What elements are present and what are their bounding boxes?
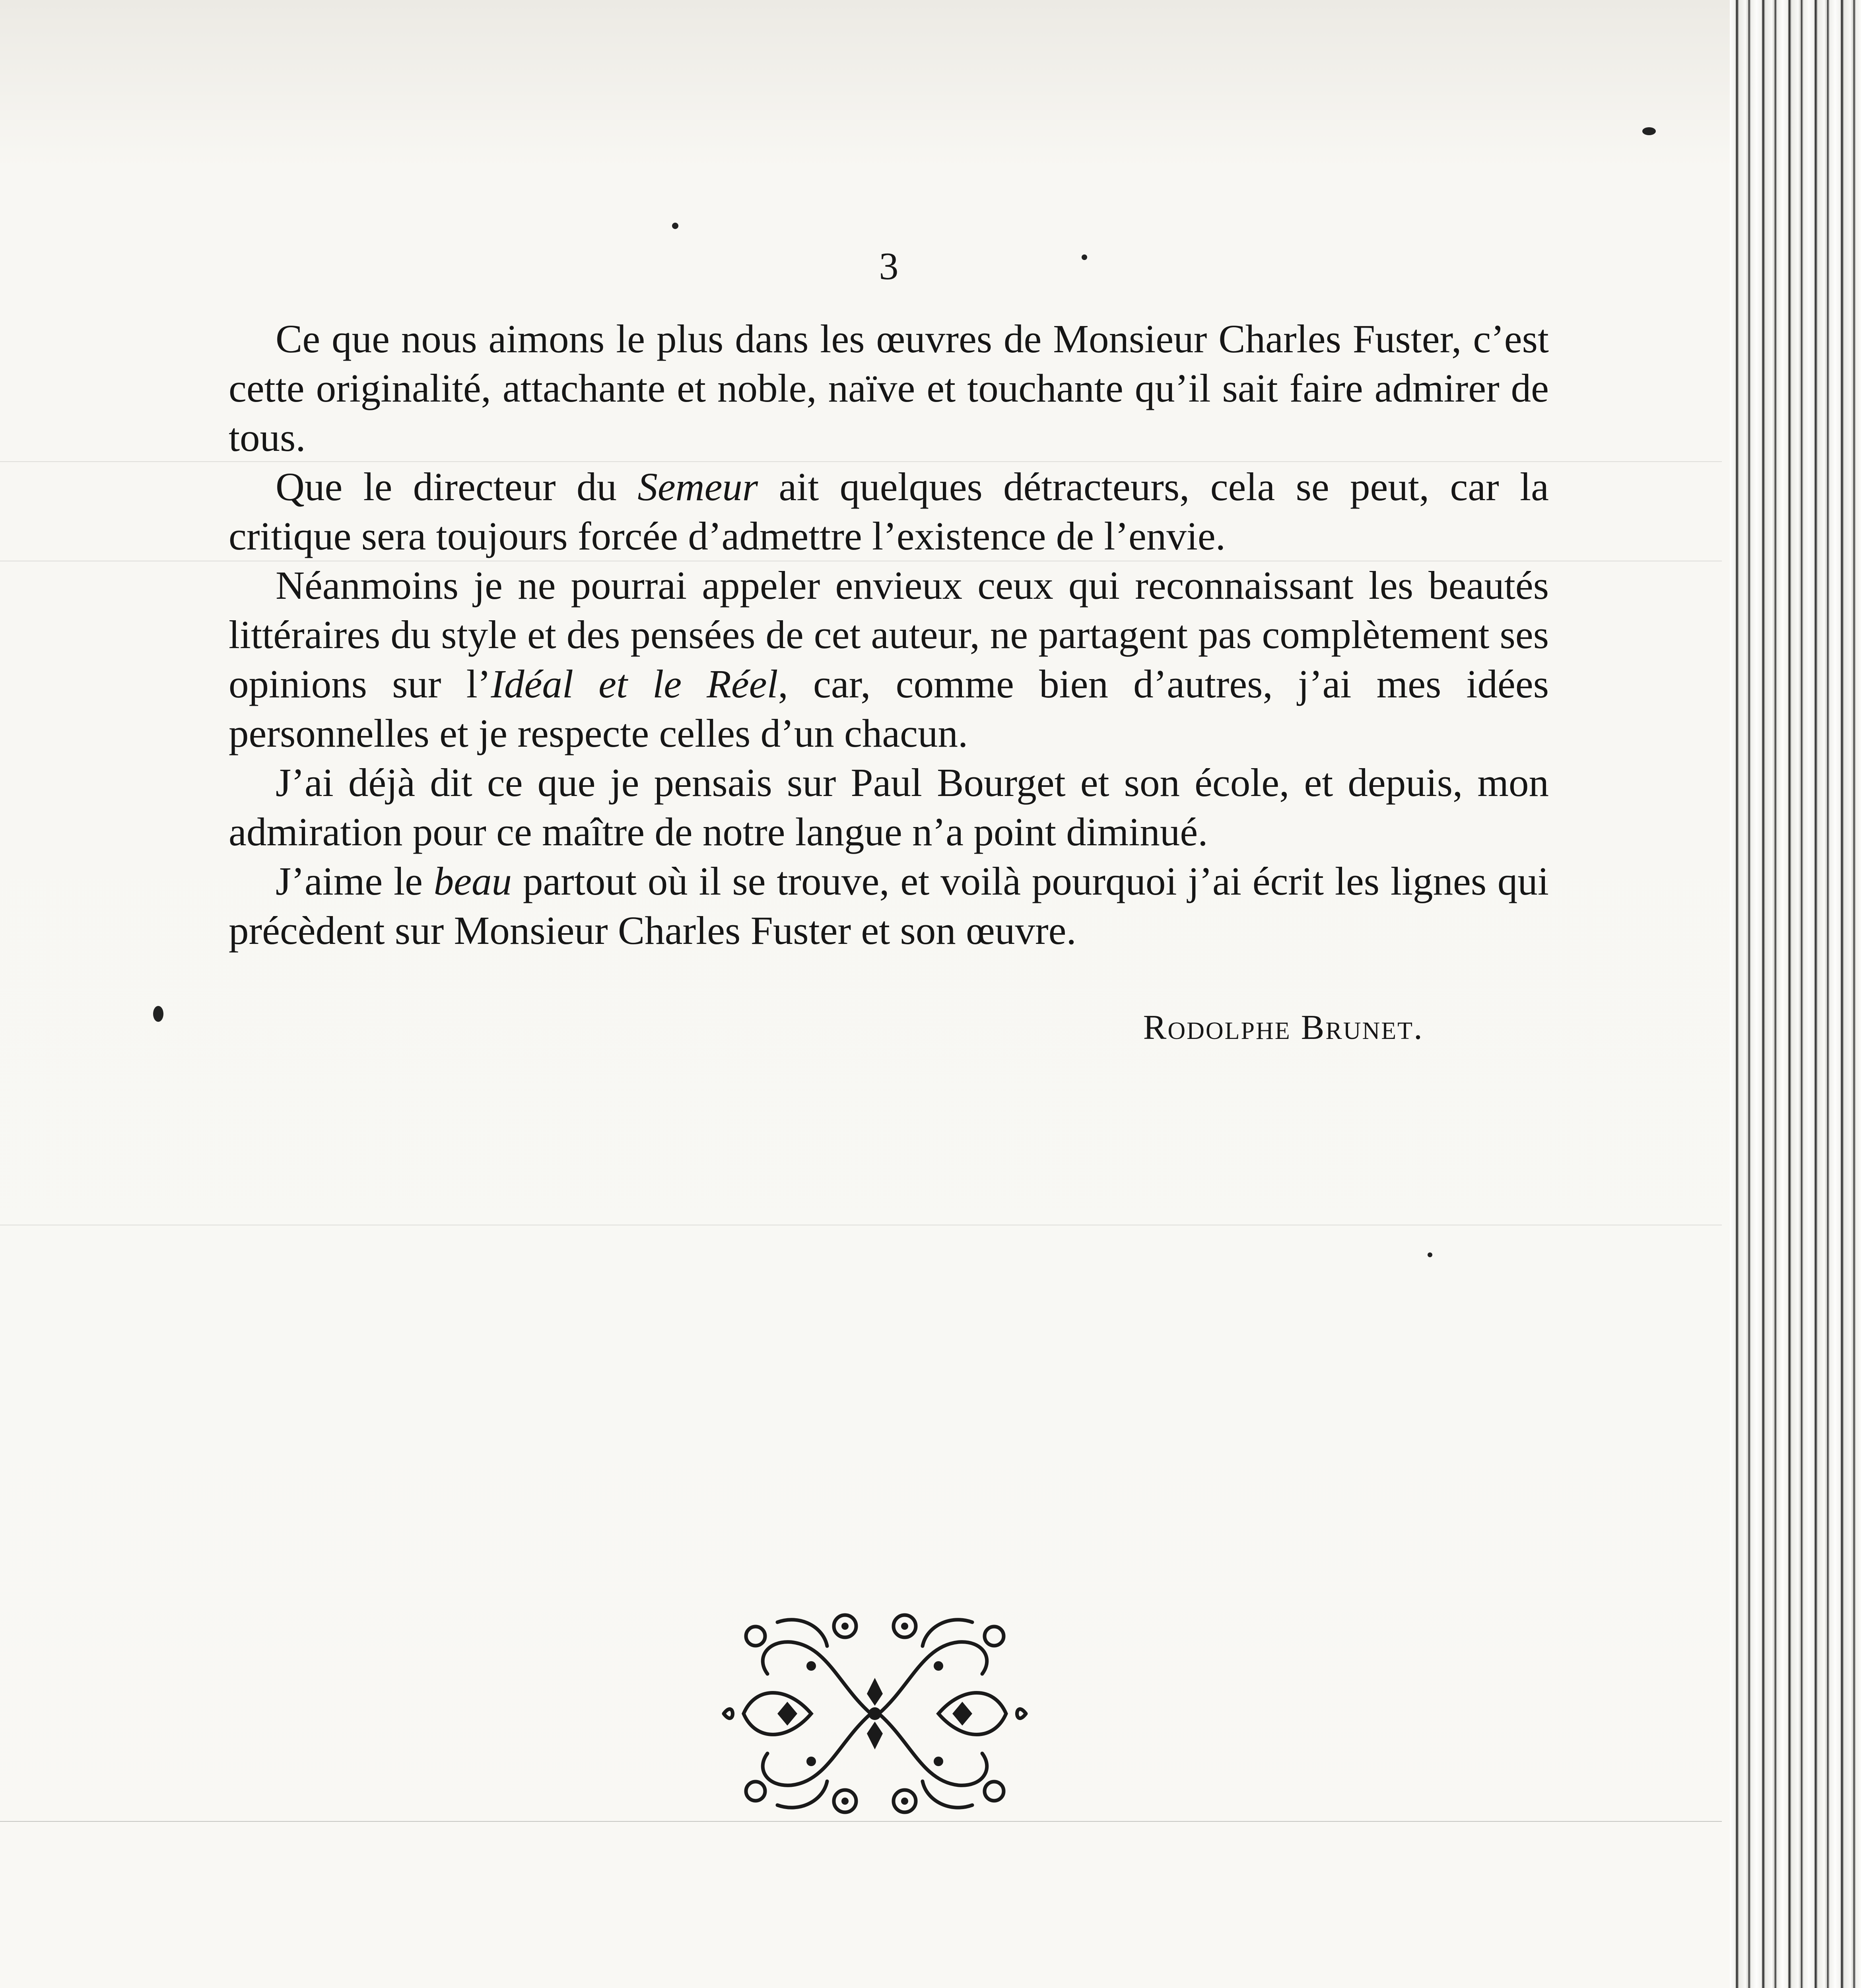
book-page-edges (1730, 0, 1861, 1988)
emphasized-word: beau (433, 859, 512, 903)
journal-title: Semeur (637, 464, 758, 509)
scan-speck (1428, 1252, 1432, 1257)
scan-speck (1082, 254, 1087, 260)
scan-speck (672, 223, 678, 229)
scan-speck (153, 1006, 163, 1022)
paragraph: Ce que nous aimons le plus dans les œuvres de Monsieur Charles Fuster, c’est cette originalité, attachante et noble, naïve et touchante qu’il sait faire admirer de tous. (229, 316, 1549, 460)
article-body (229, 314, 1549, 986)
paragraph: Que le directeur du Semeur ait quelques détracteurs, cela se peut, car la critique sera toujours forcée d’admettre l’existence de l’envie. (229, 464, 1549, 558)
author-signature: Rodolphe Brunet. (1143, 1008, 1424, 1047)
page-number: 3 (879, 245, 899, 288)
paragraph: J’ai déjà dit ce que je pensais sur Paul Bourget et son école, et depuis, mon admiration pour ce maître de notre langue n’a point diminué. (229, 760, 1549, 854)
paragraph: J’aime le beau partout où il se trouve, et voilà pourquoi j’ai écrit les lignes qui précèdent sur Monsieur Charles Fuster et son œuvre. (229, 859, 1549, 953)
paragraph: Néanmoins je ne pourrai appeler envieux ceux qui reconnaissant les beautés littéraires du style et des pensées de cet auteur, ne partagent pas complètement ses opinions sur l’Idéal et le Réel, car, comme bien d’autres, j’ai mes idées personnelles et je respecte celles d’un chacun. (229, 563, 1549, 755)
work-title: Idéal et le Réel (491, 662, 778, 706)
scan-speck (1642, 127, 1656, 135)
floral-scrollwork-ornament-icon (708, 1598, 1042, 1829)
